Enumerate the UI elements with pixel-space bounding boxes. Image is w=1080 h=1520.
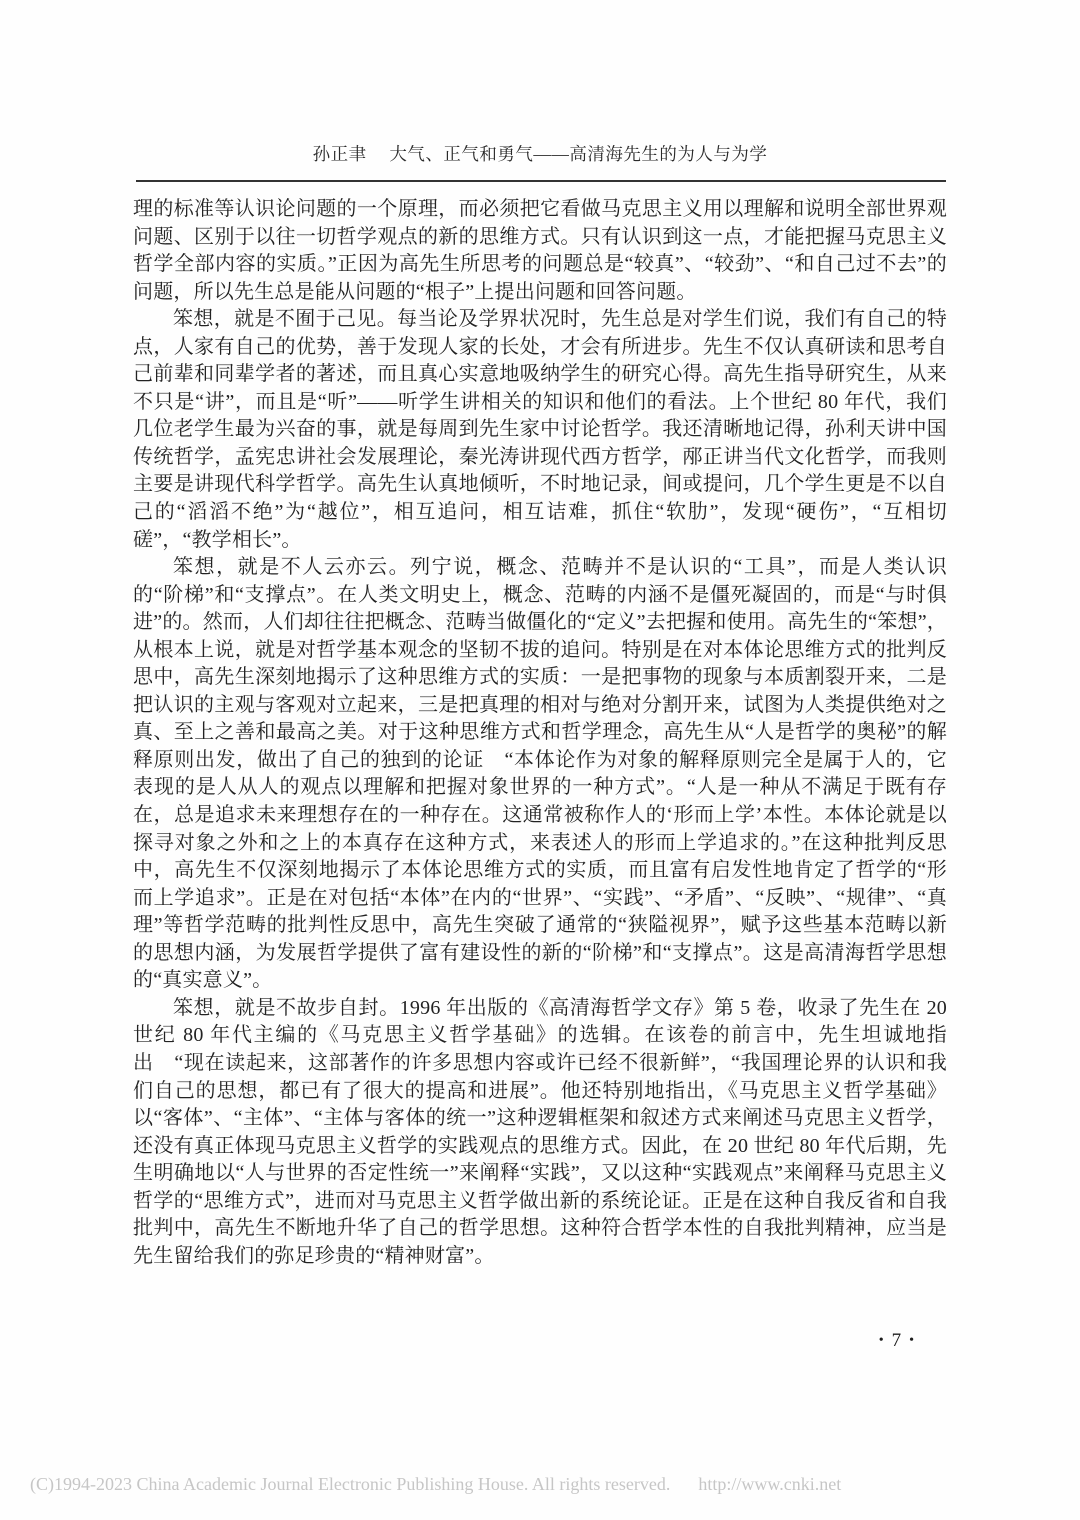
page-number xyxy=(873,1330,922,1352)
footer-url: http://www.cnki.net xyxy=(698,1474,842,1494)
page-number-right-dot: • xyxy=(909,1333,916,1348)
article-body xyxy=(133,196,947,1270)
page-number-left-dot: • xyxy=(878,1333,886,1348)
paragraph-continuation: 理的标准等认识论问题的一个原理，而必须把它看做马克思主义用以理解和说明全部世界观问题、区别于以往一切哲学观点的新的思维方式。只有认识到这一点，才能把握马克思主义哲学全部内容的实质。”正因为高先生所思考的问题总是“较真”、“较劲”、“和自己过不去”的问题，所以先生总是能从问题的“根子”上提出问题和回答问题。 xyxy=(133,198,947,303)
footer-copyright: (C)1994-2023 China Academic Journal Electronic Publishing House. All rights reserved. xyxy=(30,1474,671,1494)
running-head-title: 大气、正气和勇气——高清海先生的为人与为学 xyxy=(389,144,768,164)
page-number-value: 7 xyxy=(891,1330,904,1351)
paragraph: 笨想，就是不人云亦云。列宁说，概念、范畴并不是认识的“工具”，而是人类认识的“阶梯”和“支撑点”。在人类文明史上，概念、范畴的内涵不是僵死凝固的，而是“与时俱进”的。然而，人们却往往把概念、范畴当做僵化的“定义”去把握和使用。高先生的“笨想”，从根本上说，就是对哲学基本观念的坚韧不拔的追问。特别是在对本体论思维方式的批判反思中，高先生深刻地揭示了这种思维方式的实质：一是把事物的现象与本质割裂开来，二是把认识的主观与客观对立起来，三是把真理的相对与绝对分割开来，试图为人类提供绝对之真、至上之善和最高之美。对于这种思维方式和哲学理念，高先生从“人是哲学的奥秘”的解释原则出发，做出了自己的独到的论证 “本体论作为对象的解释原则完全是属于人的，它表现的是人从人的观点以理解和把握对象世界的一种方式”。“人是一种从不满足于既有存在，总是追求未来理想存在的一种存在。这通常被称作人的‘形而上学’本性。本体论就是以探寻对象之外和之上的本真存在这种方式，来表述人的形而上学追求的。”在这种批判反思中，高先生不仅深刻地揭示了本体论思维方式的实质，而且富有启发性地肯定了哲学的“形而上学追求”。正是在对包括“本体”在内的“世界”、“实践”、“矛盾”、“反映”、“规律”、“真理”等哲学范畴的批判性反思中，高先生突破了通常的“狭隘视界”，赋予这些基本范畴以新的思想内涵，为发展哲学提供了富有建设性的新的“阶梯”和“支撑点”。这是高清海哲学思想的“真实意义”。 xyxy=(133,556,947,992)
footer xyxy=(30,1474,1052,1495)
running-head-author: 孙正聿 xyxy=(312,144,367,164)
header-rule xyxy=(136,180,946,182)
running-head xyxy=(0,141,1080,166)
paragraph: 笨想，就是不故步自封。1996 年出版的《高清海哲学文存》第 5 卷，收录了先生在 20 世纪 80 年代主编的《马克思主义哲学基础》的选辑。在该卷的前言中，先生坦诚地指出 “现在读起来，这部著作的许多思想内容或许已经不很新鲜”，“我国理论界的认识和我们自己的思想，都已有了很大的提高和进展”。他还特别地指出，《马克思主义哲学基础》以“客体”、“主体”、“主体与客体的统一”这种逻辑框架和叙述方式来阐述马克思主义哲学，还没有真正体现马克思主义哲学的实践观点的思维方式。因此，在 20 世纪 80 年代后期，先生明确地以“人与世界的否定性统一”来阐释“实践”，又以这种“实践观点”来阐释马克思主义哲学的“思维方式”，进而对马克思主义哲学做出新的系统论证。正是在这种自我反省和自我批判中，高先生不断地升华了自己的哲学思想。这种符合哲学本性的自我批判精神，应当是先生留给我们的弥足珍贵的“精神财富”。 xyxy=(133,996,947,1267)
paragraph: 笨想，就是不囿于己见。每当论及学界状况时，先生总是对学生们说，我们有自己的特点，人家有自己的优势，善于发现人家的长处，才会有所进步。先生不仅认真研读和思考自己前辈和同辈学者的著述，而且真心实意地吸纳学生的研究心得。高先生指导研究生，从来不只是“讲”，而且是“听”——听学生讲相关的知识和他们的看法。上个世纪 80 年代，我们几位老学生最为兴奋的事，就是每周到先生家中讨论哲学。我还清晰地记得，孙利天讲中国传统哲学，孟宪忠讲社会发展理论，秦光涛讲现代西方哲学，邴正讲当代文化哲学，而我则主要是讲现代科学哲学。高先生认真地倾听，不时地记录，间或提问，几个学生更是不以自己的“滔滔不绝”为“越位”，相互追问，相互诘难，抓住“软肋”，发现“硬伤”，“互相切磋”，“教学相长”。 xyxy=(133,308,947,551)
